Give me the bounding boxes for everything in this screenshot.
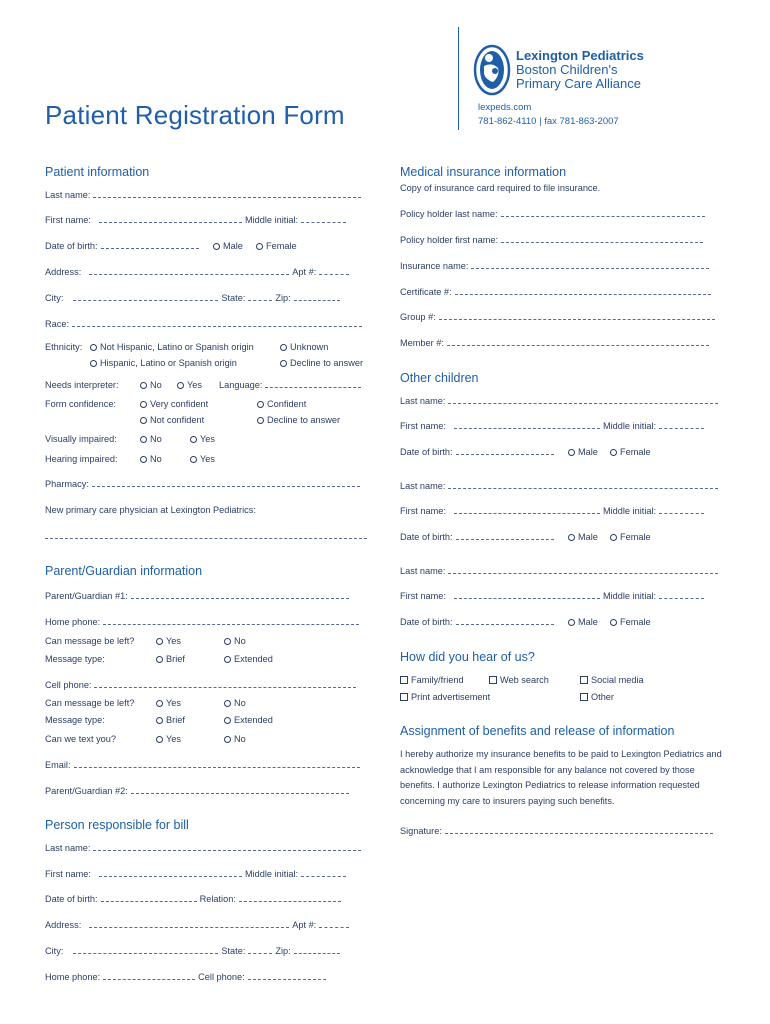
label: First name: <box>45 869 91 879</box>
label: Parent/Guardian #2: <box>45 786 128 796</box>
child1-male-radio[interactable] <box>568 447 598 457</box>
label: Yes <box>187 380 202 390</box>
confidence-decline-radio[interactable] <box>257 415 340 425</box>
label: First name: <box>400 421 446 431</box>
visually-yes-radio[interactable] <box>190 434 215 444</box>
patient-city-field[interactable] <box>45 293 343 303</box>
label: Hispanic, Latino or Spanish origin <box>100 358 237 368</box>
guardian-info-heading: Parent/Guardian information <box>45 564 203 578</box>
interpreter-no-radio[interactable] <box>140 380 162 390</box>
child1-dob-field[interactable] <box>400 447 557 457</box>
can-message-label: Can message be left? <box>45 636 135 646</box>
label: Female <box>620 447 651 457</box>
label: Male <box>578 532 598 542</box>
label: Other <box>591 692 614 702</box>
label: City: <box>45 293 64 303</box>
home-message-extended-radio[interactable] <box>224 654 273 664</box>
phone-fax: 781-862-4110 | fax 781-863-2007 <box>478 116 619 127</box>
label: Family/friend <box>411 675 464 685</box>
label: Date of birth: <box>45 241 98 251</box>
patient-dob-field[interactable] <box>45 241 202 251</box>
label: First name: <box>400 506 446 516</box>
label: Date of birth: <box>400 532 453 542</box>
label: Group #: <box>400 312 436 322</box>
org-name: Lexington Pediatrics <box>516 48 644 63</box>
home-message-yes-radio[interactable] <box>156 636 181 646</box>
label: Yes <box>166 698 181 708</box>
confidence-confident-radio[interactable] <box>257 399 306 409</box>
hear-web-checkbox[interactable] <box>489 675 549 685</box>
label: First name: <box>400 591 446 601</box>
cell-message-type-label: Message type: <box>45 715 105 725</box>
child1-last-name-field[interactable] <box>400 396 721 406</box>
label: Language: <box>219 380 263 390</box>
responsible-heading: Person responsible for bill <box>45 818 189 832</box>
cell-message-brief-radio[interactable] <box>156 715 185 725</box>
label: Male <box>223 241 243 251</box>
responsible-address-field[interactable] <box>45 920 352 930</box>
label: Zip: <box>275 946 291 956</box>
label: Home phone: <box>45 972 101 982</box>
responsible-dob-field[interactable] <box>45 894 344 904</box>
label: Decline to answer <box>290 358 364 368</box>
label: Apt #: <box>292 920 317 930</box>
label: Female <box>620 532 651 542</box>
label: Brief <box>166 654 185 664</box>
child3-dob-field[interactable] <box>400 617 557 627</box>
home-message-no-radio[interactable] <box>224 636 246 646</box>
home-message-brief-radio[interactable] <box>156 654 185 664</box>
confidence-label: Form confidence: <box>45 399 116 409</box>
label: No <box>234 734 246 744</box>
logo <box>473 44 511 101</box>
label: State: <box>221 293 246 303</box>
label: Social media <box>591 675 644 685</box>
label: Last name: <box>400 481 446 491</box>
label: Male <box>578 617 598 627</box>
label: No <box>150 380 162 390</box>
org-alliance: Primary Care Alliance <box>516 76 641 91</box>
label: Confident <box>267 399 307 409</box>
hearing-yes-radio[interactable] <box>190 454 215 464</box>
label: Brief <box>166 715 185 725</box>
holder-last-name-field[interactable] <box>400 209 708 219</box>
label: Insurance name: <box>400 261 469 271</box>
label: Certificate #: <box>400 287 452 297</box>
insurance-heading: Medical insurance information <box>400 165 567 179</box>
label: Last name: <box>45 843 91 853</box>
hearing-no-radio[interactable] <box>140 454 162 464</box>
label: Cell phone: <box>198 972 245 982</box>
holder-first-name-field[interactable] <box>400 235 706 245</box>
guardian-email-field[interactable] <box>45 760 363 770</box>
page-title: Patient Registration Form <box>45 100 345 130</box>
member-field[interactable] <box>400 338 712 348</box>
label: Extended <box>234 654 273 664</box>
hearing-impaired-label: Hearing impaired: <box>45 454 118 464</box>
label: Email: <box>45 760 71 770</box>
label: Home phone: <box>45 617 101 627</box>
cell-message-yes-radio[interactable] <box>156 698 181 708</box>
group-field[interactable] <box>400 312 718 322</box>
responsible-city-field[interactable] <box>45 946 343 956</box>
language-field[interactable] <box>219 380 364 390</box>
label: Zip: <box>275 293 291 303</box>
new-pcp-label: New primary care physician at Lexington Pediatrics: <box>45 505 256 515</box>
can-text-label: Can we text you? <box>45 734 116 744</box>
responsible-first-name-field[interactable] <box>45 869 349 879</box>
label: City: <box>45 946 64 956</box>
child2-female-radio[interactable] <box>610 532 651 542</box>
patient-address-field[interactable] <box>45 267 352 277</box>
patient-male-radio[interactable] <box>213 241 243 251</box>
logo-emblem-icon <box>473 44 511 96</box>
patient-female-radio[interactable] <box>256 241 297 251</box>
label: Parent/Guardian #1: <box>45 591 128 601</box>
cell-message-no-radio[interactable] <box>224 698 246 708</box>
responsible-last-name-field[interactable] <box>45 843 364 853</box>
label: No <box>234 636 246 646</box>
assignment-heading: Assignment of benefits and release of information <box>400 724 675 738</box>
patient-last-name-field[interactable] <box>45 190 364 200</box>
visually-impaired-label: Visually impaired: <box>45 434 117 444</box>
other-children-heading: Other children <box>400 371 479 385</box>
website-link[interactable]: lexpeds.com <box>478 102 532 113</box>
pharmacy-field[interactable] <box>45 479 363 489</box>
label: Last name: <box>400 396 446 406</box>
child2-first-name-field[interactable] <box>400 506 707 516</box>
confidence-not-radio[interactable] <box>140 415 204 425</box>
label: Address: <box>45 920 82 930</box>
ethnicity-decline-radio[interactable] <box>280 358 363 368</box>
label: Member #: <box>400 338 444 348</box>
label: Yes <box>166 734 181 744</box>
certificate-field[interactable] <box>400 287 714 297</box>
ethnicity-unknown-radio[interactable] <box>280 342 328 352</box>
label: First name: <box>45 215 91 225</box>
guardian2-field[interactable] <box>45 786 352 796</box>
interpreter-yes-radio[interactable] <box>177 380 202 390</box>
label: Race: <box>45 319 70 329</box>
child2-male-radio[interactable] <box>568 532 598 542</box>
header-divider <box>458 27 459 130</box>
new-pcp-field[interactable] <box>45 531 367 541</box>
label: Middle initial: <box>244 869 299 879</box>
text-no-radio[interactable] <box>224 734 246 744</box>
label: Not Hispanic, Latino or Spanish origin <box>100 342 254 352</box>
label: Cell phone: <box>45 680 92 690</box>
label: Male <box>578 447 598 457</box>
responsible-phones-field[interactable] <box>45 972 329 982</box>
label: Policy holder last name: <box>400 209 498 219</box>
ethnicity-label: Ethnicity: <box>45 342 83 352</box>
confidence-very-radio[interactable] <box>140 399 208 409</box>
label: State: <box>221 946 246 956</box>
label: Address: <box>45 267 82 277</box>
guardian1-cell-phone-field[interactable] <box>45 680 359 690</box>
child1-first-name-field[interactable] <box>400 421 707 431</box>
guardian1-home-phone-field[interactable] <box>45 617 362 627</box>
child3-first-name-field[interactable] <box>400 591 707 601</box>
label: No <box>150 434 162 444</box>
visually-no-radio[interactable] <box>140 434 162 444</box>
label: Middle initial: <box>602 506 657 516</box>
hear-print-checkbox[interactable] <box>400 692 490 702</box>
label: Pharmacy: <box>45 479 89 489</box>
message-type-label: Message type: <box>45 654 105 664</box>
label: Last name: <box>45 190 91 200</box>
assignment-paragraph: I hereby authorize my insurance benefits to be paid to Lexington Pediatrics and acknowledge that I am responsible for any balance not covered by those benefits. I authorize Lexington Pediatrics to release information requested concerning my care to insurers paying such benefits. <box>400 749 722 806</box>
label: No <box>234 698 246 708</box>
label: Policy holder first name: <box>400 235 499 245</box>
label: Date of birth: <box>45 894 98 904</box>
patient-info-heading: Patient information <box>45 165 150 179</box>
label: Yes <box>200 454 215 464</box>
hear-social-checkbox[interactable] <box>580 675 644 685</box>
hear-family-checkbox[interactable] <box>400 675 464 685</box>
label: Signature: <box>400 826 442 836</box>
child3-male-radio[interactable] <box>568 617 598 627</box>
child2-dob-field[interactable] <box>400 532 557 542</box>
label: Female <box>266 241 297 251</box>
interpreter-label: Needs interpreter: <box>45 380 119 390</box>
child3-female-radio[interactable] <box>610 617 651 627</box>
hear-heading: How did you hear of us? <box>400 650 535 664</box>
label: Date of birth: <box>400 447 453 457</box>
insurance-name-field[interactable] <box>400 261 712 271</box>
label: Middle initial: <box>244 215 299 225</box>
ethnicity-hispanic-radio[interactable] <box>90 358 237 368</box>
label: Not confident <box>150 415 205 425</box>
org-subname: Boston Children's <box>516 62 618 77</box>
label: Extended <box>234 715 273 725</box>
label: Apt #: <box>292 267 317 277</box>
label: Very confident <box>150 399 209 409</box>
child2-last-name-field[interactable] <box>400 481 721 491</box>
child3-last-name-field[interactable] <box>400 566 721 576</box>
label: Web search <box>500 675 549 685</box>
label: Print advertisement <box>411 692 491 702</box>
label: Last name: <box>400 566 446 576</box>
label: Middle initial: <box>602 421 657 431</box>
label: Unknown <box>290 342 329 352</box>
label: Middle initial: <box>602 591 657 601</box>
patient-first-name-field[interactable] <box>45 215 349 225</box>
child1-female-radio[interactable] <box>610 447 651 457</box>
insurance-note: Copy of insurance card required to file insurance. <box>400 183 601 193</box>
label: Yes <box>166 636 181 646</box>
cell-message-extended-radio[interactable] <box>224 715 273 725</box>
text-yes-radio[interactable] <box>156 734 181 744</box>
label: Relation: <box>199 894 236 904</box>
ethnicity-not-hispanic-radio[interactable] <box>90 342 254 352</box>
hear-other-checkbox[interactable] <box>580 692 614 702</box>
signature-field[interactable] <box>400 826 716 836</box>
label: Yes <box>200 434 215 444</box>
guardian1-field[interactable] <box>45 591 352 601</box>
cell-can-message-label: Can message be left? <box>45 698 135 708</box>
label: Decline to answer <box>267 415 341 425</box>
patient-race-field[interactable] <box>45 319 365 329</box>
label: Female <box>620 617 651 627</box>
label: No <box>150 454 162 464</box>
label: Date of birth: <box>400 617 453 627</box>
